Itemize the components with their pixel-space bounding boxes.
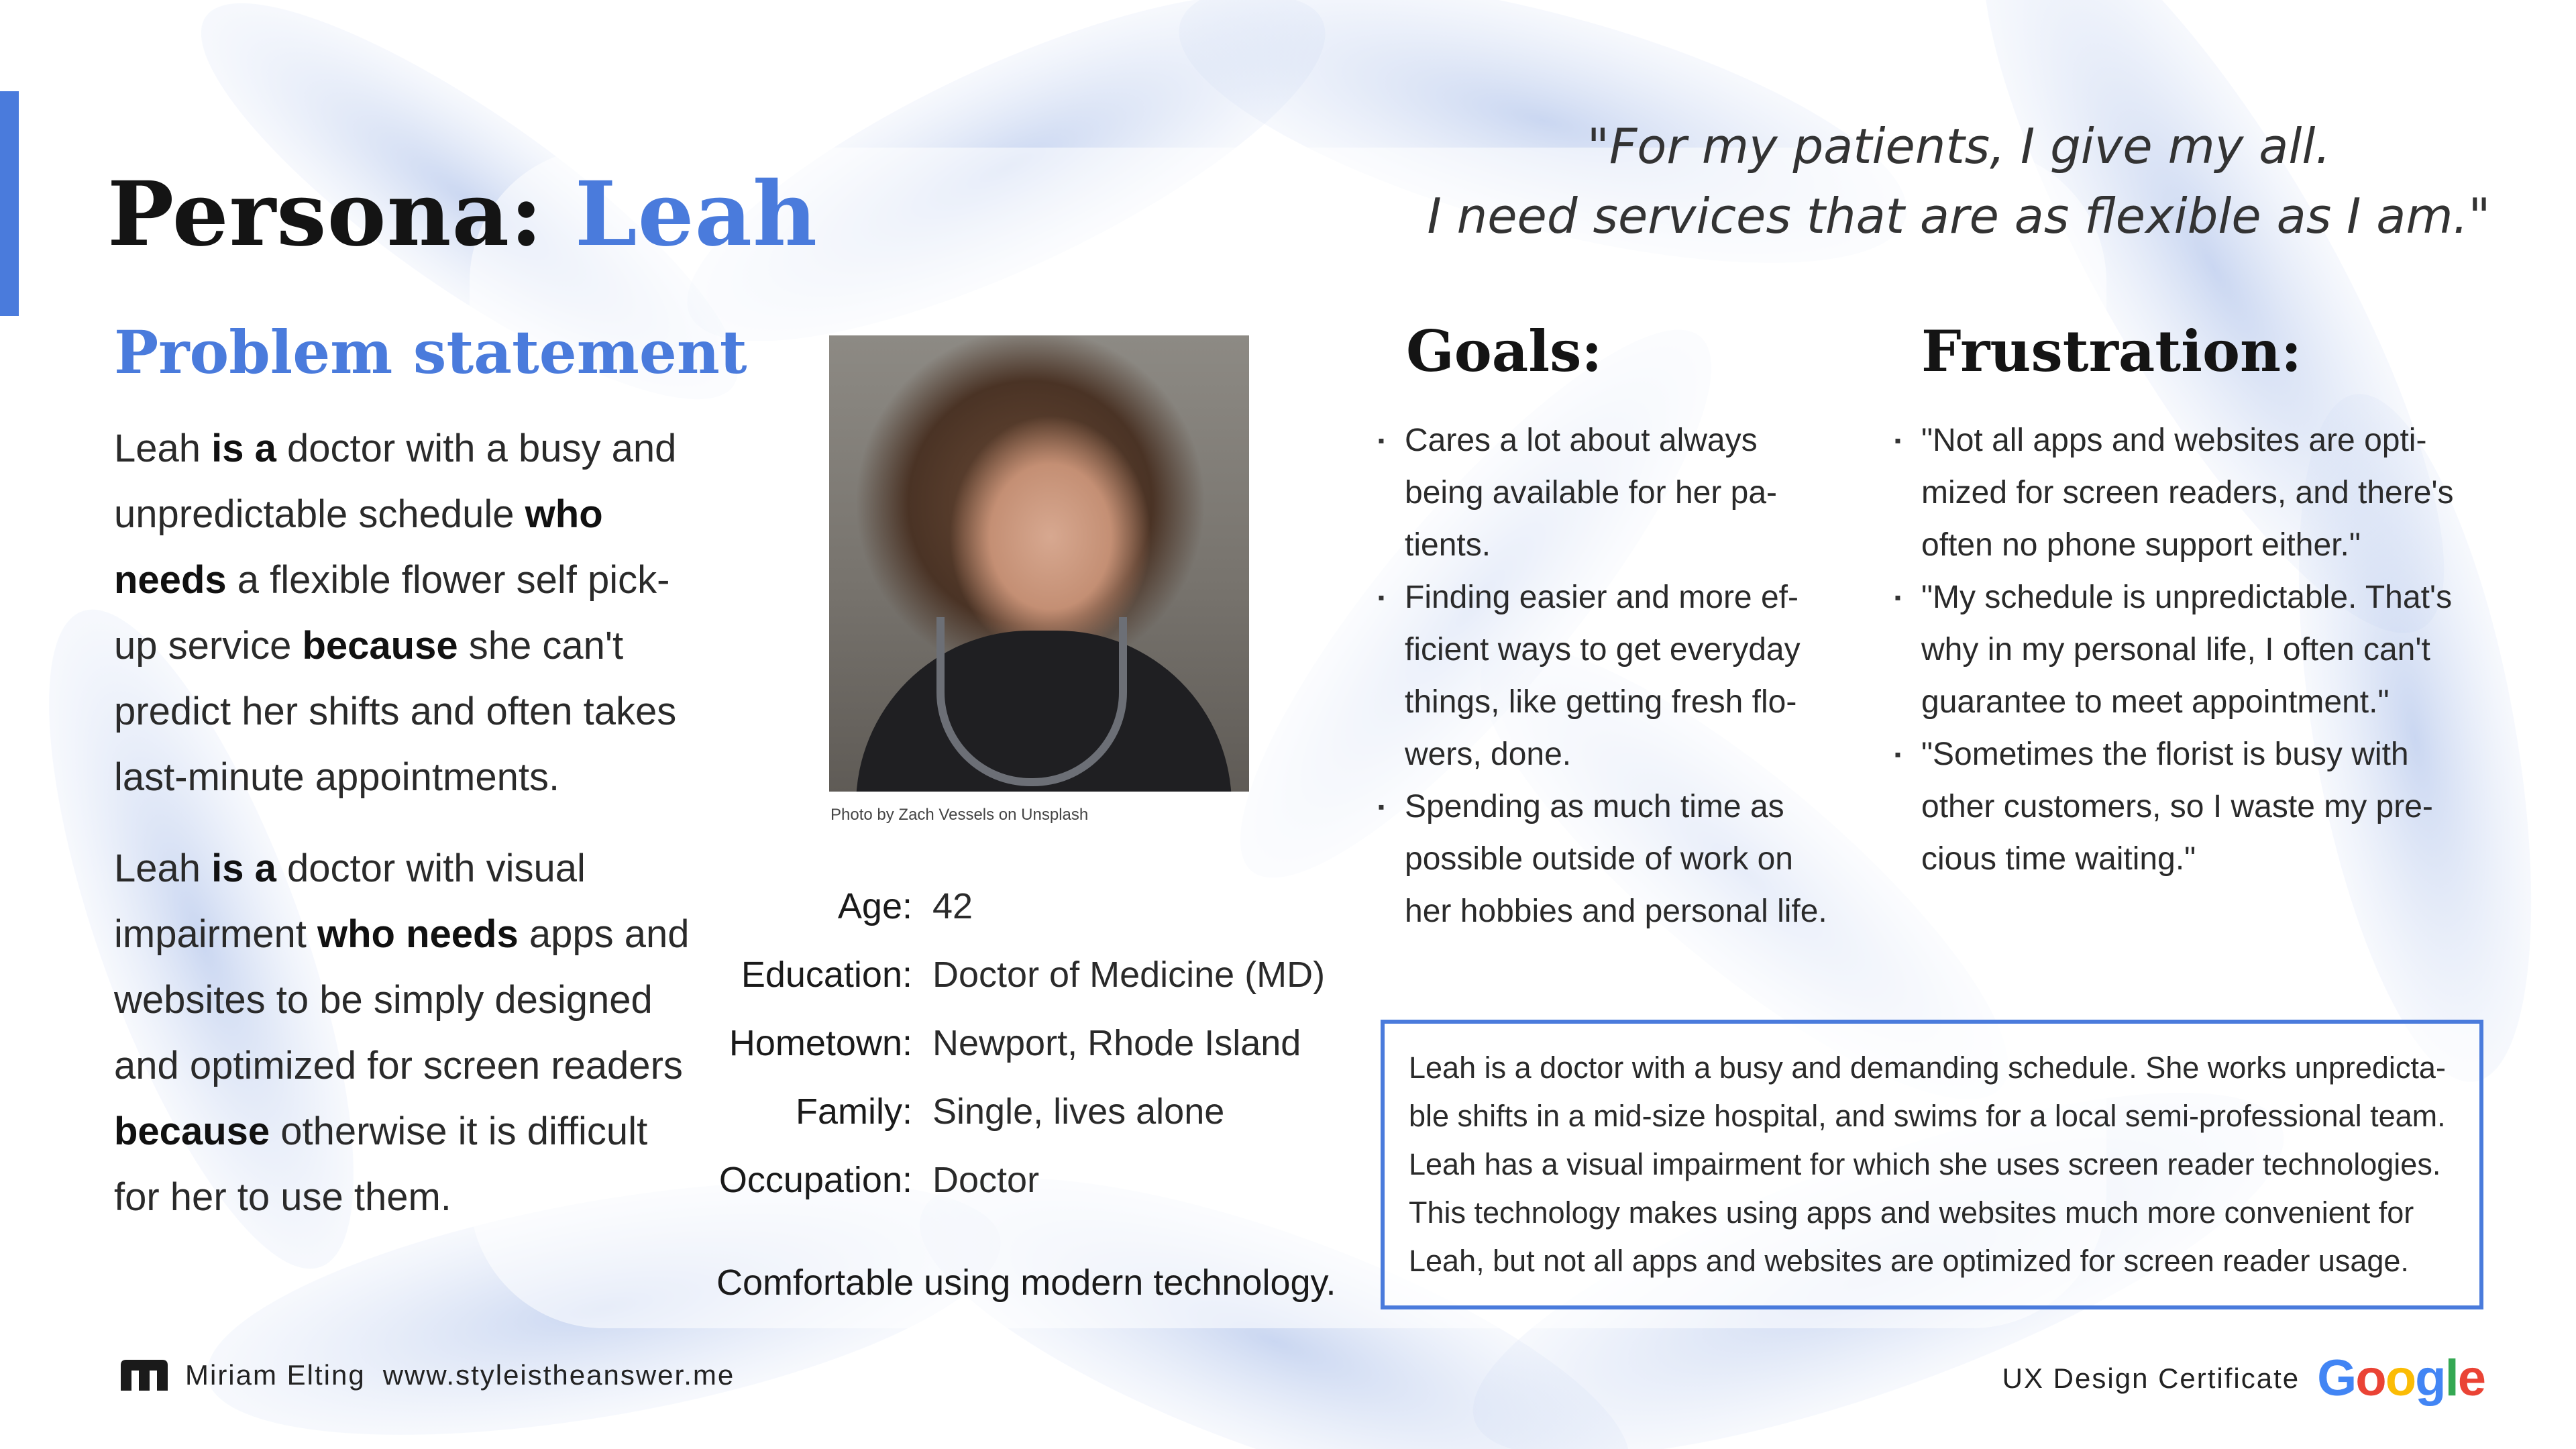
logo-letter: e	[2457, 1350, 2485, 1407]
info-value: Doctor of Medicine (MD)	[932, 955, 1326, 995]
accent-bar	[0, 91, 19, 316]
info-row-occupation	[698, 1146, 1355, 1214]
author-name: Miriam Elting	[185, 1359, 366, 1391]
info-row-education	[698, 941, 1355, 1009]
keyword: because	[114, 1110, 270, 1153]
goals-list	[1405, 415, 1834, 938]
info-value: 42	[932, 886, 973, 926]
persona-name: Leah	[574, 162, 818, 266]
tech-comfort-note: Comfortable using modern technology.	[716, 1263, 1336, 1303]
list-item: ▪ Finding easier and more ef-ficient ways to get everyday things, like getting fresh flo-wers, done.	[1405, 572, 1834, 781]
text-segment: Leah	[114, 847, 212, 890]
list-item: ▪ Spending as much time as possible outside of work on her hobbies and personal life.	[1405, 781, 1834, 938]
list-item: ▪ "Not all apps and websites are opti-mized for screen readers, and there's often no phone support either."	[1921, 415, 2471, 572]
logo-letter: G	[2317, 1350, 2356, 1407]
info-row-age	[698, 872, 1355, 941]
info-label: Occupation:	[718, 1160, 912, 1200]
info-label: Education:	[741, 955, 912, 995]
keyword: because	[302, 624, 458, 667]
text-segment: doctor with visual impairment	[114, 847, 586, 956]
google-logo	[2317, 1348, 2485, 1409]
frustration-heading: Frustration:	[1921, 318, 2302, 384]
problem-statement-1	[114, 416, 691, 810]
title-prefix: Persona:	[107, 162, 575, 266]
brand-m-icon	[121, 1360, 168, 1391]
quote-line-2: I need services that are as flexible as I am."	[1427, 188, 2491, 244]
list-item: ▪ "My schedule is unpredictable. That's why in my personal life, I often can't guarantee to meet appointment."	[1921, 572, 2471, 729]
footer-certificate	[2002, 1348, 2485, 1409]
certificate-label: UX Design Certificate	[2002, 1362, 2300, 1394]
footer-author	[121, 1359, 735, 1391]
photo-credit: Photo by Zach Vessels on Unsplash	[830, 806, 1089, 824]
persona-photo	[829, 335, 1249, 792]
text-segment: otherwise it is difficult for her to use them.	[114, 1110, 648, 1219]
persona-info	[698, 872, 1355, 1214]
persona-quote	[1368, 111, 2549, 251]
problem-statement-heading: Problem statement	[114, 317, 747, 387]
info-value: Single, lives alone	[932, 1091, 1225, 1132]
page-title	[107, 161, 818, 268]
info-label: Family:	[796, 1091, 912, 1132]
logo-letter: l	[2445, 1350, 2458, 1407]
goals-heading: Goals:	[1406, 318, 1603, 384]
text-segment: Leah	[114, 427, 212, 470]
keyword: who needs	[114, 492, 603, 602]
text-segment: she can't predict her shifts and often takes last-minute appointments.	[114, 624, 677, 799]
logo-letter: o	[2385, 1350, 2416, 1407]
info-value: Newport, Rhode Island	[932, 1023, 1301, 1063]
text-segment: apps and websites to be simply designed and optimized for screen readers	[114, 912, 690, 1087]
list-item: ▪ Cares a lot about always being available for her pa-tients.	[1405, 415, 1834, 572]
keyword: is a	[211, 847, 276, 890]
problem-statement-2	[114, 836, 691, 1230]
keyword: is a	[211, 427, 276, 470]
info-row-hometown	[698, 1009, 1355, 1077]
quote-line-1: "For my patients, I give my all.	[1587, 118, 2331, 174]
keyword: who needs	[317, 912, 519, 956]
info-value: Doctor	[932, 1160, 1040, 1200]
info-label: Hometown:	[729, 1023, 912, 1063]
frustration-list	[1921, 415, 2471, 885]
text-segment: a flexible flower self pick-up service	[114, 558, 670, 667]
text-segment: doctor with a busy and unpredictable schedule	[114, 427, 677, 536]
info-label: Age:	[837, 886, 912, 926]
author-website[interactable]: www.styleistheanswer.me	[382, 1359, 735, 1391]
logo-letter: g	[2415, 1350, 2445, 1407]
info-row-family	[698, 1077, 1355, 1146]
persona-summary-box: Leah is a doctor with a busy and demanding schedule. She works unpredicta-ble shifts in a mid-size hospital, and swims for a local semi-professional team. Leah has a visual impairment for which she uses screen reader technologies. This technology makes using apps and websites much more convenient for Leah, but not all apps and websites are optimized for screen reader usage.	[1381, 1020, 2483, 1309]
logo-letter: o	[2355, 1350, 2385, 1407]
list-item: ▪ "Sometimes the florist is busy with other customers, so I waste my pre-cious time waiting."	[1921, 729, 2471, 885]
